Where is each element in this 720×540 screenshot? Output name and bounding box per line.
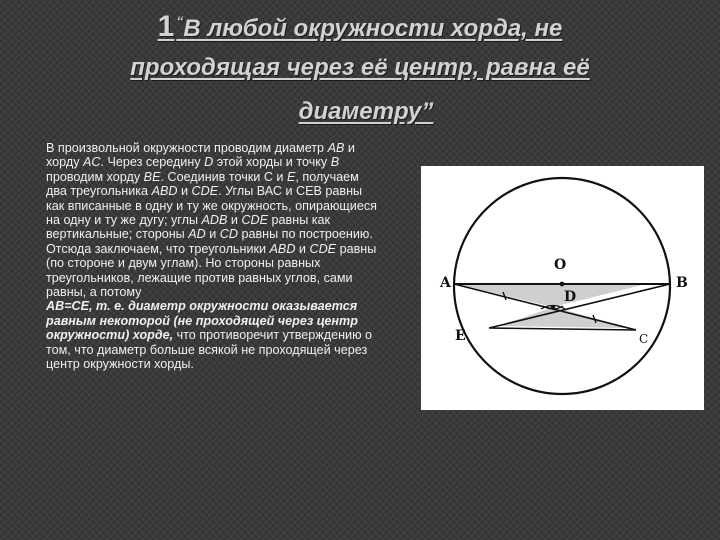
term-abd: ABD <box>151 184 178 199</box>
term-cd: CD <box>219 227 238 242</box>
label-e: E <box>455 328 466 344</box>
paragraph-contradiction <box>46 299 382 371</box>
text-run: В произвольной окружности проводим диаметр <box>46 141 328 155</box>
text-run: и <box>205 227 220 242</box>
term-cde: CDE <box>309 241 337 256</box>
text-run: . Углы ВАС и СЕВ равны как вписанные в одну и ту же окружность, опирающиеся на одну и ту же дугу; углы <box>46 184 377 228</box>
text-run: и хорду <box>46 141 355 170</box>
text-run: и <box>177 184 192 199</box>
label-a: A <box>440 275 451 291</box>
text-run: равны по построению. <box>237 227 373 242</box>
term-ab: AB <box>327 141 345 155</box>
segment-ec <box>489 328 636 330</box>
text-run: . Через середину <box>100 155 205 170</box>
paragraph-construction <box>46 141 382 242</box>
label-o: O <box>554 257 567 273</box>
circle-diagram <box>421 166 704 410</box>
text-run: что противоречит утверждению о том, что диаметр больше всякой не проходящей через центр окружности хорды. <box>46 328 373 372</box>
title-line-3: диаметру” <box>298 98 434 125</box>
term-e: E <box>286 169 296 184</box>
term-abd: ABD <box>269 241 296 256</box>
label-c: C <box>639 332 649 346</box>
title-number: 1 <box>157 10 175 43</box>
center-point-o <box>560 282 565 287</box>
text-run: . Соединив точки С и <box>160 169 287 184</box>
diagram-svg <box>421 166 704 410</box>
title-line-1 <box>0 10 720 44</box>
term-adb: ADB <box>201 213 228 228</box>
text-run: равны (по стороне и двум углам). Но стороны равных треугольников, лежащие против равных углов, сами равны, а потому <box>46 241 377 300</box>
text-run: проводим хорду <box>46 169 144 184</box>
term-cde: CDE <box>241 213 269 228</box>
title-open-quote: “ <box>176 13 184 29</box>
text-run: и <box>295 241 310 256</box>
title-line-2: проходящая через её центр, равна её <box>130 54 590 81</box>
label-b: B <box>676 275 688 291</box>
term-b: B <box>330 155 340 170</box>
paragraph-conclusion <box>46 242 382 300</box>
term-be: BE <box>143 169 161 184</box>
term-ad: AD <box>188 227 206 242</box>
text-run: Отсюда заключаем, что треугольники <box>46 241 270 256</box>
label-d: D <box>564 289 577 305</box>
title-text-1: В любой окружности хорда, не <box>183 15 563 42</box>
text-run: и <box>227 213 242 228</box>
term-cde: CDE <box>191 184 219 199</box>
text-run: равны как вертикальные; стороны <box>46 213 331 242</box>
emphasis-statement: AB=CE, т. е. диаметр окружности оказывается равным некоторой (не проходящей через центр окружности) хорде, <box>46 299 358 343</box>
triangle-abd <box>456 284 646 307</box>
text-run: этой хорды и точку <box>213 155 331 170</box>
point-d <box>551 305 555 309</box>
term-d: D <box>204 155 214 170</box>
text-run: , получаем два треугольника <box>46 169 359 199</box>
term-ac: AC <box>83 155 101 170</box>
proof-text <box>46 141 382 372</box>
